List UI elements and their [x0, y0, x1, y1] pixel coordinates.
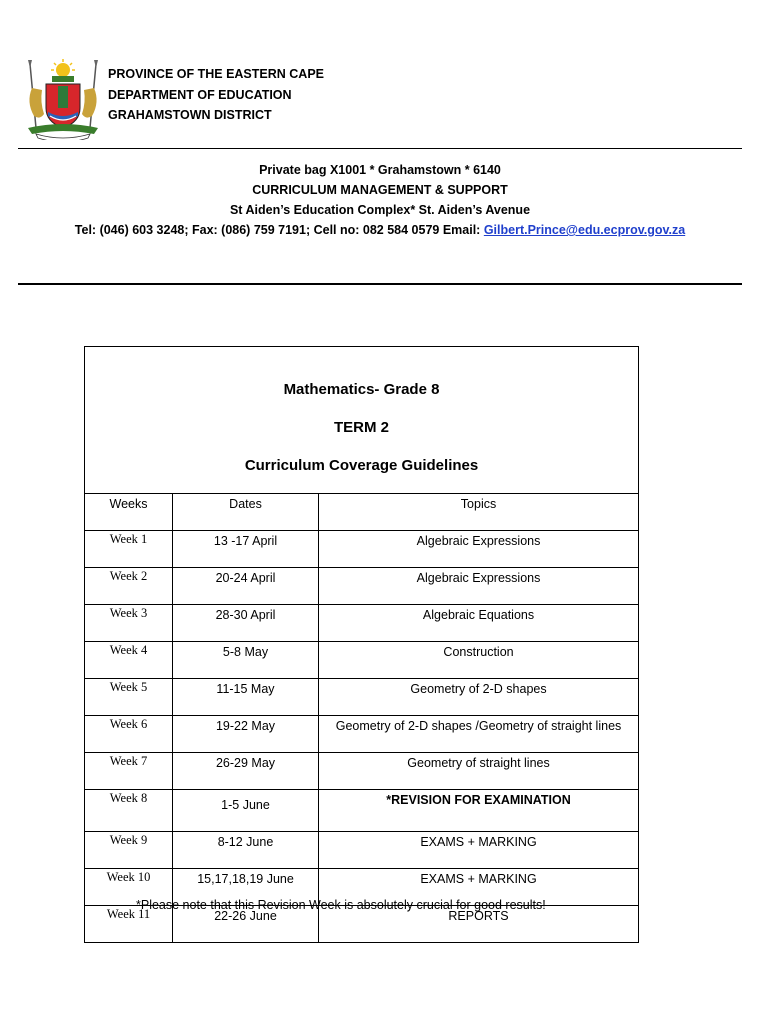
- table-row: [85, 832, 639, 869]
- topic-cell: *REVISION FOR EXAMINATION: [319, 790, 639, 832]
- week-cell: Week 3: [85, 605, 173, 642]
- table-row: [85, 716, 639, 753]
- table-title-block: [85, 347, 639, 494]
- topic-cell: Geometry of 2-D shapes: [319, 679, 639, 716]
- week-cell: Week 4: [85, 642, 173, 679]
- revision-note: *Please note that this Revision Week is absolutely crucial for good results!: [136, 898, 546, 912]
- topic-cell: Geometry of straight lines: [319, 753, 639, 790]
- week-cell: Week 10: [85, 869, 173, 906]
- dates-cell: 22-26 June: [173, 906, 319, 943]
- table-row: [85, 642, 639, 679]
- contact-numbers: Tel: (046) 603 3248; Fax: (086) 759 7191; Cell no: 082 584 0579 Email:: [74, 223, 484, 237]
- week-cell: Week 2: [85, 568, 173, 605]
- table-row: [85, 531, 639, 568]
- week-cell: Week 7: [85, 753, 173, 790]
- dates-cell: 8-12 June: [173, 832, 319, 869]
- topic-cell: Construction: [319, 642, 639, 679]
- dates-cell: 13 -17 April: [173, 531, 319, 568]
- week-cell: Week 8: [85, 790, 173, 832]
- postal-address: Private bag X1001 * Grahamstown * 6140: [259, 163, 501, 177]
- week-cell: Week 1: [85, 531, 173, 568]
- week-cell: Week 5: [85, 679, 173, 716]
- email-link[interactable]: Gilbert.Prince@edu.ecprov.gov.za: [483, 223, 686, 237]
- dates-cell: 5-8 May: [173, 642, 319, 679]
- province-name: PROVINCE OF THE EASTERN CAPE: [108, 67, 324, 81]
- dates-cell: 1-5 June: [173, 790, 319, 832]
- address-divider: [18, 283, 742, 285]
- table-row: [85, 753, 639, 790]
- topic-cell: EXAMS + MARKING: [319, 869, 639, 906]
- unit-name: CURRICULUM MANAGEMENT & SUPPORT: [252, 183, 508, 197]
- dates-cell: 26-29 May: [173, 753, 319, 790]
- coat-of-arms-logo: [22, 58, 104, 140]
- topic-cell: Algebraic Expressions: [319, 531, 639, 568]
- table-row: [85, 605, 639, 642]
- dates-cell: 11-15 May: [173, 679, 319, 716]
- address-block: [0, 160, 760, 240]
- topic-cell: REPORTS: [319, 906, 639, 943]
- table-row: [85, 679, 639, 716]
- contact-line: [0, 220, 760, 240]
- dates-cell: 15,17,18,19 June: [173, 869, 319, 906]
- topic-cell: Geometry of 2-D shapes /Geometry of straight lines: [319, 716, 639, 753]
- dates-cell: 20-24 April: [173, 568, 319, 605]
- district-name: GRAHAMSTOWN DISTRICT: [108, 108, 272, 122]
- curriculum-table: [84, 346, 639, 943]
- street-address: St Aiden’s Education Complex* St. Aiden’s Avenue: [229, 203, 531, 217]
- table-subtitle: Curriculum Coverage Guidelines: [244, 457, 479, 474]
- department-name: DEPARTMENT OF EDUCATION: [108, 87, 292, 102]
- term-label: TERM 2: [334, 419, 390, 436]
- header-divider: [18, 148, 742, 149]
- table-row: [85, 790, 639, 832]
- column-header-topics: Topics: [319, 494, 639, 531]
- topic-cell: Algebraic Expressions: [319, 568, 639, 605]
- column-header-dates: Dates: [173, 494, 319, 531]
- topic-cell: EXAMS + MARKING: [319, 832, 639, 869]
- dates-cell: 19-22 May: [173, 716, 319, 753]
- week-cell: Week 9: [85, 832, 173, 869]
- week-cell: Week 6: [85, 716, 173, 753]
- week-cell: Week 11: [85, 906, 173, 943]
- column-header-weeks: Weeks: [85, 494, 173, 531]
- table-row: [85, 568, 639, 605]
- organization-header: [108, 64, 324, 126]
- topic-cell: Algebraic Equations: [319, 605, 639, 642]
- table-title: Mathematics- Grade 8: [283, 381, 440, 398]
- dates-cell: 28-30 April: [173, 605, 319, 642]
